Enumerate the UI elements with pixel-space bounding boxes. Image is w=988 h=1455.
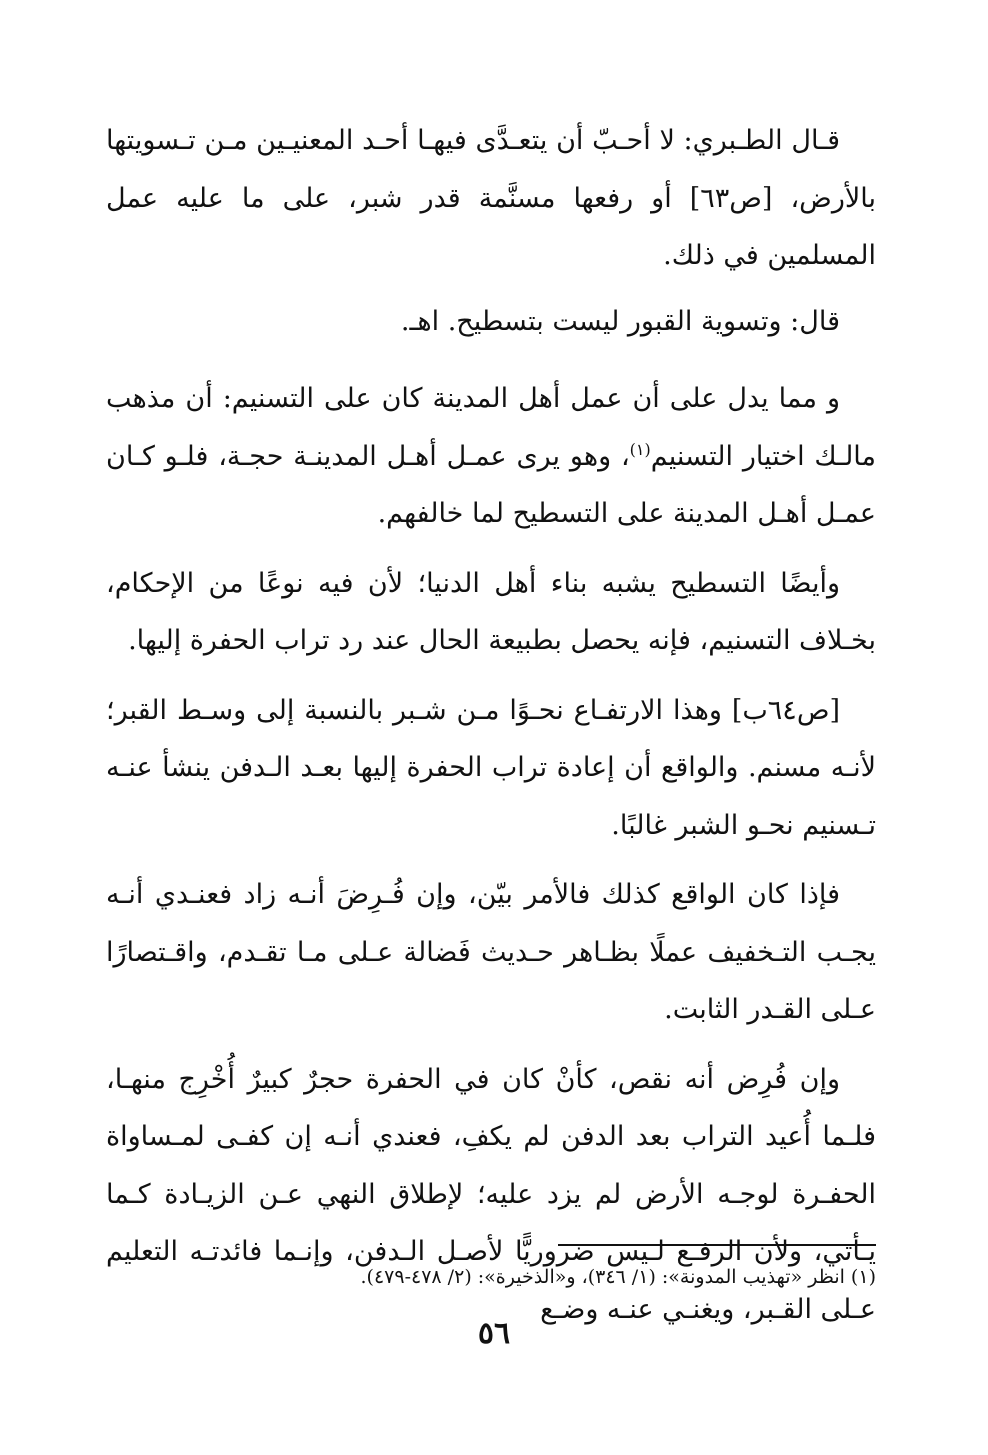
paragraph-1: قـال الطـبري: لا أحـبّ أن يتعـدَّى فيهـا أحـد المعنيـين مـن تـسويتها بالأرض، [ص٦٣] أو رفعها مسنَّمة قدر شبر، على ما عليه عمل المسلمين في ذلك. — [106, 125, 876, 271]
paragraph-7: وإن فُرِض أنه نقص، كأنْ كان في الحفرة حجرٌ كبيرٌ أُخْرِج منهـا، فلـما أُعيد التراب بعد الدفن لم يكفِ، فعندي أنـه إن كفـى لمـساواة الحفـرة لوجـه الأرض لم يزد عليه؛ لإطلاق النهي عـن الزيـادة كـما يـأتي، ولأن الرفـع لـيس ضروريًّا لأصـل الـدفن، وإنـما فائدتـه التعليم عـلى القـبر، ويغنـي عنـه وضـع — [106, 1063, 876, 1325]
main-text — [106, 112, 876, 1350]
paragraph-4: وأيضًا التسطيح يشبه بناء أهل الدنيا؛ لأن فيه نوعًا من الإحكام، بخـلاف التسنيم، فإنه يحصل بطبيعة الحال عند رد تراب الحفرة إليها. — [106, 567, 876, 656]
paragraph-3-text: و مما يدل على أن عمل أهل المدينة كان على التسنيم: أن مذهب مالـك اختيار التسنيم — [106, 383, 876, 472]
footnote: (١) انظر «تهذيب المدونة»: (١/ ٣٤٦)، و«الذخيرة»: (٢/ ٤٧٨-٤٧٩). — [360, 1266, 876, 1288]
paragraph-3-continuation: ، وهو يرى عمـل أهـل المدينـة حجـة، فلـو كـان عمـل أهـل المدينة على التسطيح لما خالفهم. — [106, 440, 876, 529]
footnote-divider — [558, 1244, 876, 1246]
footnote-marker: (١) — [629, 439, 651, 459]
paragraph-3 — [106, 370, 876, 543]
paragraph-6: فإذا كان الواقع كذلك فالأمر بيّن، وإن فُـرِضَ أنـه زاد فعنـدي أنـه يجـب التـخفيف عملًا بظـاهر حـديث فَضالة عـلى مـا تقـدم، واقـتصارًا عـلى القـدر الثابت. — [106, 879, 876, 1025]
paragraph-5: [ص٦٤ب] وهذا الارتفـاع نحـوًا مـن شـبر بالنسبة إلى وسـط القبر؛ لأنـه مسنم. والواقع أن إعادة تراب الحفرة إليها بعـد الـدفن ينشأ عنـه تـسنيم نحـو الشبر غالبًا. — [106, 694, 876, 841]
paragraph-2: قال: وتسوية القبور ليست بتسطيح. اهـ. — [400, 305, 840, 337]
page-number: ٥٦ — [477, 1316, 511, 1351]
